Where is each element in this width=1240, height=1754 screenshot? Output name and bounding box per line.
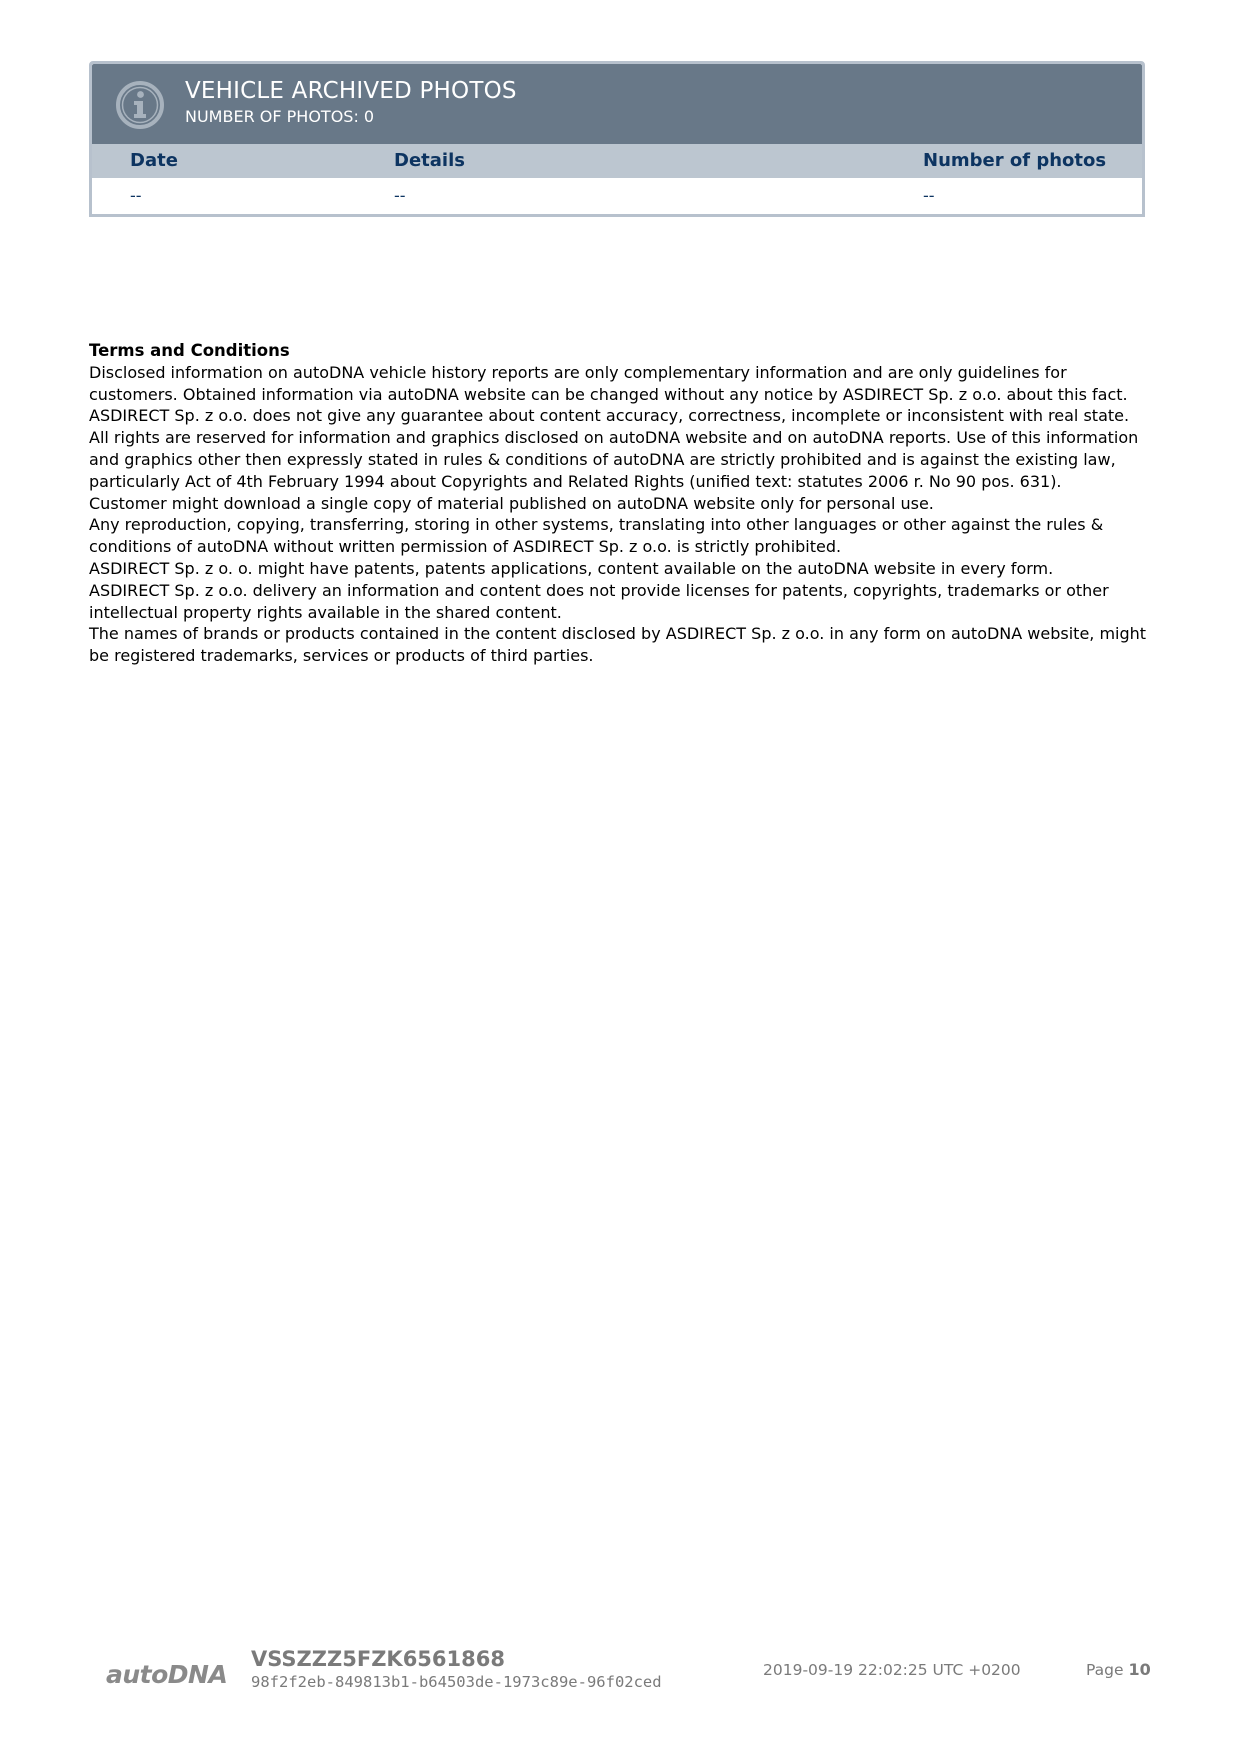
table-row <box>92 178 1142 214</box>
vin-number: VSSZZZ5FZK6561868 <box>251 1647 505 1671</box>
terms-paragraph: ASDIRECT Sp. z o. o. might have patents, patents applications, content available on the autoDNA website in every form. <box>89 558 1054 578</box>
cell-details: -- <box>394 186 406 205</box>
cell-date: -- <box>130 186 142 205</box>
terms-paragraph: ASDIRECT Sp. z o.o. does not give any guarantee about content accuracy, correctness, incomplete or inconsistent with real state. <box>89 406 1130 426</box>
report-datetime: 2019-09-19 22:02:25 UTC +0200 <box>763 1661 1021 1679</box>
table-header-row <box>92 144 1142 178</box>
panel-title: VEHICLE ARCHIVED PHOTOS <box>185 78 517 104</box>
cell-number-of-photos: -- <box>923 186 935 205</box>
terms-title: Terms and Conditions <box>89 341 290 360</box>
terms-paragraph: Any reproduction, copying, transferring, storing in other systems, translating into other languages or other against the rules & conditions of autoDNA without written permission of ASDIRECT Sp. z o.o. is strictly prohibited. <box>89 515 1104 557</box>
terms-paragraph: ASDIRECT Sp. z o.o. delivery an information and content does not provide licenses for patents, copyrights, trademarks or other intellectual property rights available in the shared content. <box>89 580 1109 622</box>
panel-header <box>92 64 1142 144</box>
panel-subtitle: NUMBER OF PHOTOS: 0 <box>185 107 375 126</box>
report-hash: 98f2f2eb-849813b1-b64503de-1973c89e-96f02ced <box>251 1673 662 1691</box>
page-number: 10 <box>1128 1660 1151 1679</box>
terms-paragraph: Customer might download a single copy of material published on autoDNA website only for personal use. <box>89 493 934 513</box>
terms-section <box>89 340 1149 667</box>
autodna-logo: autoDNA <box>106 1660 228 1689</box>
column-header-date: Date <box>130 150 178 171</box>
column-header-number-of-photos: Number of photos <box>923 150 1107 171</box>
archived-photos-panel <box>89 61 1145 217</box>
column-header-details: Details <box>394 150 465 171</box>
page-label: Page <box>1086 1661 1124 1679</box>
page-indicator <box>1086 1660 1151 1679</box>
terms-paragraph: Disclosed information on autoDNA vehicle history reports are only complementary information and are only guidelines for customers. Obtained information via autoDNA website can be changed without any notice by ASDIRECT Sp. z o.o. about this fact. <box>89 362 1128 404</box>
terms-paragraph: The names of brands or products contained in the content disclosed by ASDIRECT Sp. z o.o. in any form on autoDNA website, might be registered trademarks, services or products of third parties. <box>89 624 1147 666</box>
terms-paragraph: All rights are reserved for information and graphics disclosed on autoDNA website and on autoDNA reports. Use of this information and graphics other then expressly stated in rules & conditions of autoDNA are strictly prohibited and is against the existing law, particularly Act of 4th February 1994 about Copyrights and Related Rights (unified text: statutes 2006 r. No 90 pos. 631). <box>89 428 1139 491</box>
info-icon <box>114 79 166 131</box>
